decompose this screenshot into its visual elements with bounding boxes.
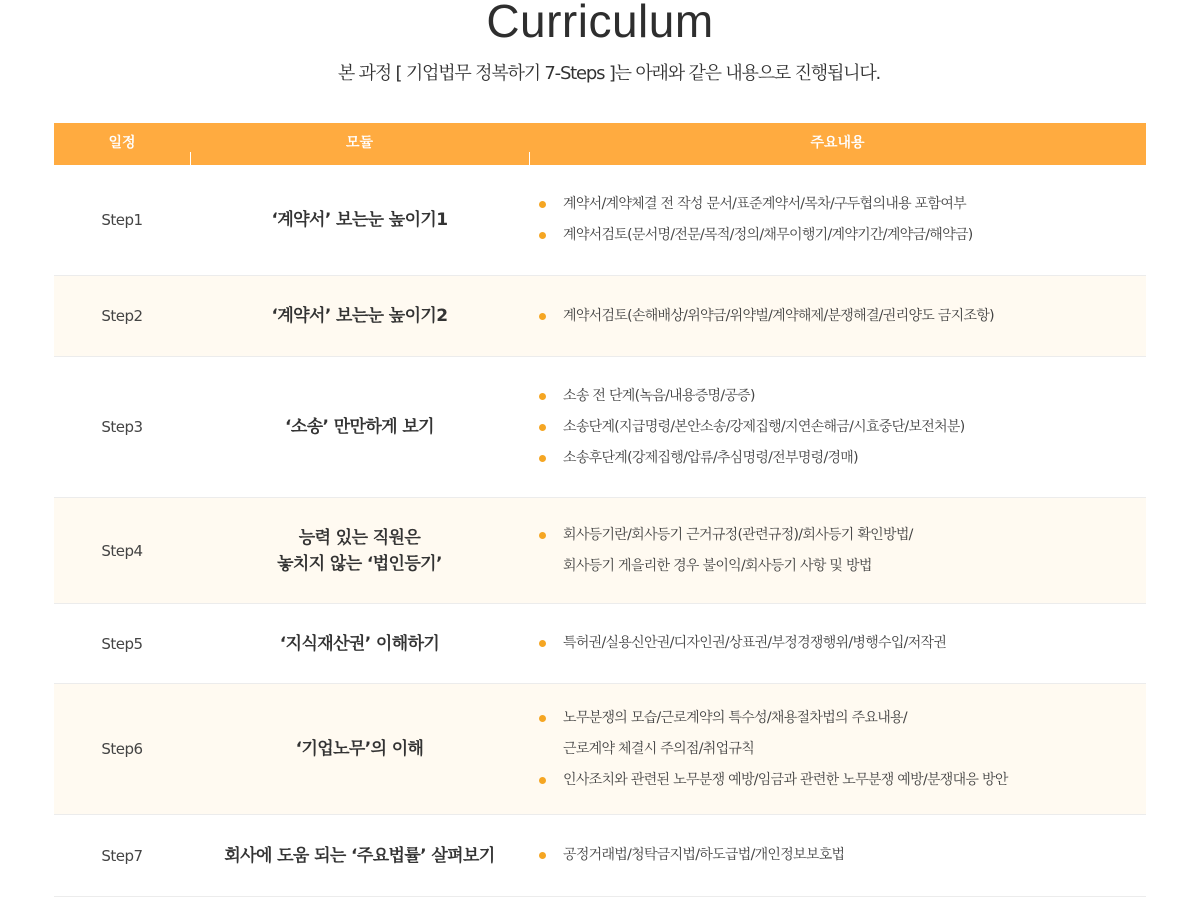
table-row bbox=[54, 815, 1146, 897]
table-header bbox=[54, 123, 1146, 165]
column-header-content: 주요내용 bbox=[529, 123, 1146, 165]
content-cell bbox=[529, 381, 1146, 474]
list-item-text: 계약서검토(손해배상/위약금/위약벌/계약해제/분쟁해결/권리양도 금지조항) bbox=[563, 307, 994, 324]
list-item bbox=[537, 220, 973, 251]
column-header-module: 모듈 bbox=[190, 123, 529, 165]
content-list bbox=[537, 628, 946, 659]
list-item bbox=[537, 703, 1008, 765]
list-item bbox=[537, 301, 994, 332]
module-title bbox=[190, 303, 529, 329]
bullet-dot-icon bbox=[539, 852, 546, 859]
list-item bbox=[537, 628, 946, 659]
step-label: Step3 bbox=[101, 418, 143, 436]
content-list bbox=[537, 381, 965, 474]
content-list bbox=[537, 703, 1008, 796]
list-item-text: 인사조치와 관련된 노무분쟁 예방/임금과 관련한 노무분쟁 예방/분쟁대응 방안 bbox=[563, 771, 1008, 788]
step-label: Step2 bbox=[101, 307, 143, 325]
bullet-dot-icon bbox=[539, 201, 546, 208]
bullet-dot-icon bbox=[539, 393, 546, 400]
module-title-line: ‘지식재산권’ 이해하기 bbox=[279, 633, 440, 654]
list-item bbox=[537, 840, 844, 871]
table-row bbox=[54, 165, 1146, 276]
bullet-dot-icon bbox=[539, 532, 546, 539]
page-title: Curriculum bbox=[486, 0, 714, 47]
list-item-text: 특허권/실용신안권/디자인권/상표권/부정경쟁행위/병행수입/저작권 bbox=[563, 635, 947, 651]
content-list bbox=[537, 301, 994, 332]
module-title-line: 놓치지 않는 ‘법인등기’ bbox=[277, 553, 442, 574]
list-item-text: 회사등기란/회사등기 근거규정(관련규정)/회사등기 확인방법/ bbox=[563, 526, 913, 543]
bullet-dot-icon bbox=[539, 455, 546, 462]
list-item-text: 계약서검토(문서명/전문/목적/정의/채무이행기/계약기간/계약금/해약금) bbox=[563, 227, 973, 243]
table-row bbox=[54, 498, 1146, 604]
curriculum-table bbox=[54, 123, 1146, 897]
table-row bbox=[54, 357, 1146, 498]
bullet-dot-icon bbox=[539, 424, 546, 431]
column-header-schedule: 일정 bbox=[108, 135, 136, 151]
table-row bbox=[54, 684, 1146, 815]
content-cell bbox=[529, 840, 1146, 871]
module-title bbox=[190, 525, 529, 577]
content-cell bbox=[529, 703, 1146, 796]
step-label: Step7 bbox=[101, 846, 143, 865]
list-item bbox=[537, 189, 973, 220]
step-label: Step4 bbox=[101, 541, 143, 560]
module-title-line: ‘소송’ 만만하게 보기 bbox=[285, 417, 434, 437]
list-item-text: 공정거래법/청탁금지법/하도급법/개인정보보호법 bbox=[563, 847, 845, 863]
bullet-dot-icon bbox=[539, 232, 546, 239]
bullet-dot-icon bbox=[539, 640, 546, 647]
module-title-line: 능력 있는 직원은 bbox=[298, 527, 421, 548]
list-item bbox=[537, 520, 913, 582]
module-title-line: ‘기업노무’의 이해 bbox=[295, 739, 424, 759]
content-list bbox=[537, 520, 913, 582]
content-list bbox=[537, 840, 844, 871]
module-title bbox=[190, 843, 529, 869]
list-item bbox=[537, 381, 965, 412]
step-label: Step6 bbox=[101, 740, 143, 758]
table-body bbox=[54, 165, 1146, 897]
table-row bbox=[54, 276, 1146, 357]
list-item-text: 소송단계(지급명령/본안소송/강제집행/지연손해금/시효중단/보전처분) bbox=[563, 418, 965, 435]
list-item-text: 회사등기 게을리한 경우 불이익/회사등기 사항 및 방법 bbox=[563, 557, 872, 574]
bullet-dot-icon bbox=[539, 313, 546, 320]
list-item-text: 소송후단계(강제집행/압류/추심명령/전부명령/경매) bbox=[563, 449, 858, 466]
module-title-line: 회사에 도움 되는 ‘주요법률’ 살펴보기 bbox=[224, 845, 495, 866]
list-item-text: 계약서/계약체결 전 작성 문서/표준계약서/목차/구두협의내용 포함여부 bbox=[563, 196, 966, 212]
content-cell bbox=[529, 189, 1146, 251]
content-cell bbox=[529, 628, 1146, 659]
bullet-dot-icon bbox=[539, 777, 546, 784]
content-cell bbox=[529, 520, 1146, 582]
list-item-text: 노무분쟁의 모습/근로계약의 특수성/채용절차법의 주요내용/ bbox=[563, 709, 907, 726]
list-item bbox=[537, 765, 1008, 796]
list-item-text: 소송 전 단계(녹음/내용증명/공증) bbox=[563, 387, 755, 404]
list-item bbox=[537, 412, 965, 443]
module-title-line: ‘계약서’ 보는눈 높이기2 bbox=[271, 306, 448, 326]
module-title bbox=[190, 736, 529, 762]
module-title-line: ‘계약서’ 보는눈 높이기1 bbox=[271, 210, 448, 230]
content-cell bbox=[529, 301, 1146, 332]
content-list bbox=[537, 189, 973, 251]
module-title bbox=[190, 631, 529, 657]
module-title bbox=[190, 414, 529, 440]
table-row bbox=[54, 604, 1146, 684]
bullet-dot-icon bbox=[539, 715, 546, 722]
list-item-text: 근로계약 체결시 주의점/취업규칙 bbox=[563, 740, 755, 757]
step-label: Step1 bbox=[101, 211, 143, 229]
list-item bbox=[537, 443, 965, 474]
page-subtitle: 본 과정 [ 기업법무 정복하기 7-Steps ]는 아래와 같은 내용으로 진행됩니다. bbox=[337, 63, 881, 84]
module-title bbox=[190, 207, 529, 233]
step-label: Step5 bbox=[101, 634, 143, 653]
